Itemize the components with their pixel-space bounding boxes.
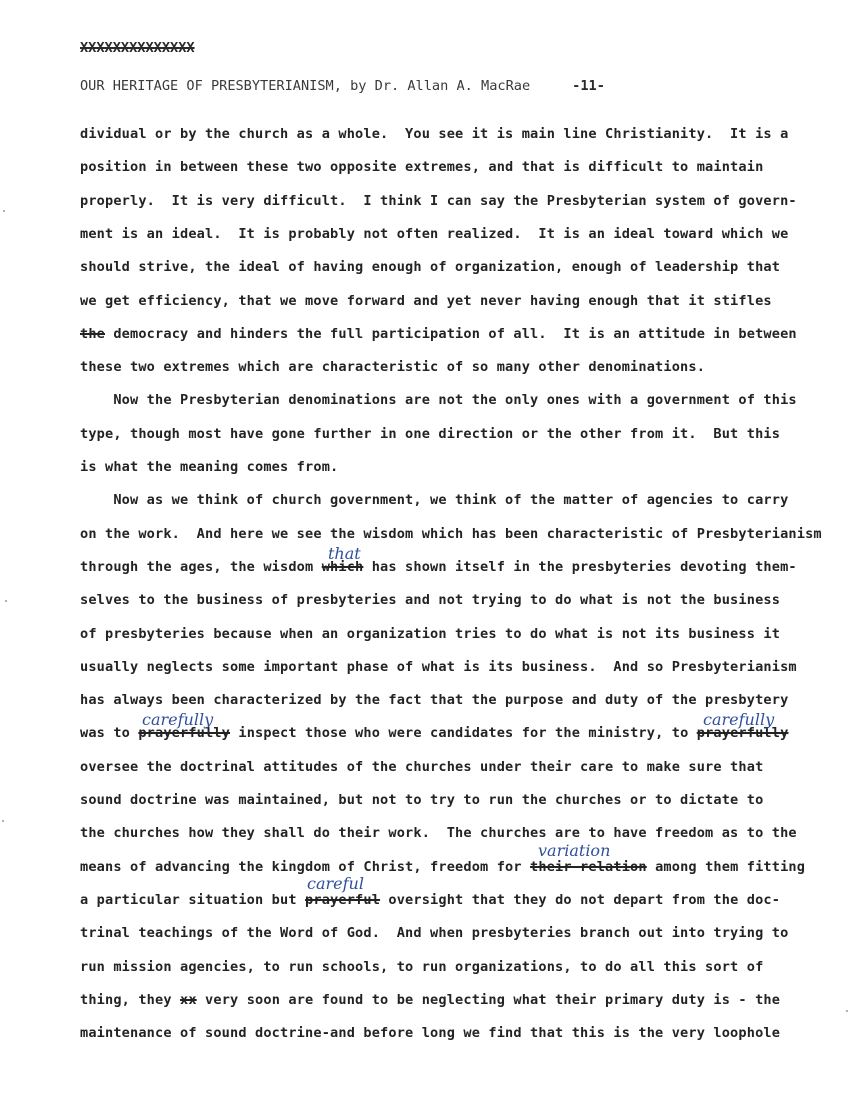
text-line: means of advancing the kingdom of Christ, freedom for their relation among them fitting [80,858,806,875]
text-line: through the ages, the wisdom which has shown itself in the presbyteries devoting them- [80,558,797,575]
text-line: thing, they xx very soon are found to be neglecting what their primary duty is - the [80,991,781,1008]
text-line: has always been characterized by the fact that the purpose and duty of the presbytery [80,692,789,709]
struck-word: prayerfully [696,725,789,742]
paper-speck [846,1010,848,1012]
text-line: sound doctrine was maintained, but not to try to run the churches or to dictate to [80,792,764,808]
text-line: these two extremes which are characteristic of so many other denominations. [80,359,706,376]
struck-word: the [80,325,106,342]
text-line: is what the meaning comes from. [80,459,339,475]
text-line: properly. It is very difficult. I think I can say the Presbyterian system of govern- [80,192,797,209]
text-line: oversee the doctrinal attitudes of the churches under their care to make sure that [80,758,764,775]
text-line: ment is an ideal. It is probably not often realized. It is an ideal toward which we [80,225,789,242]
text-line: position in between these two opposite extremes, and that is difficult to maintain [80,159,764,176]
text-line: Now the Presbyterian denominations are not the only ones with a government of this [80,392,797,409]
text-line: dividual or by the church as a whole. You see it is main line Christianity. It is a [80,126,789,142]
text-line: usually neglects some important phase of what is its business. And so Presbyterianism [80,658,797,675]
struck-word: prayerfully [138,725,231,742]
text-line: Now as we think of church government, we think of the matter of agencies to carry [80,492,789,509]
text-line: of presbyteries because when an organization tries to do what is not its business it [80,625,781,642]
text-line: the churches how they shall do their work. The churches are to have freedom as to the [80,825,797,842]
text-line: we get efficiency, that we move forward and yet never having enough that it stifles [80,292,772,309]
handwritten-carefully-2: carefully [703,710,775,729]
text-line: a particular situation but prayerful oversight that they do not depart from the doc- [80,891,781,908]
text-line: was to prayerfully inspect those who were candidates for the ministry, to prayerfully [80,725,789,742]
paper-speck [5,600,7,602]
paper-speck [2,820,4,822]
handwritten-variation: variation [538,841,611,860]
struck-word: their relation [530,858,647,875]
text-line: should strive, the ideal of having enough of organization, enough of leadership that [80,259,781,276]
text-line: on the work. And here we see the wisdom which has been characteristic of Presbyterianism [80,525,822,542]
text-line: the democracy and hinders the full participation of all. It is an attitude in between [80,325,797,342]
handwritten-careful: careful [307,874,364,893]
text-line: maintenance of sound doctrine-and before long we find that this is the very loophole [80,1025,781,1042]
text-line: trinal teachings of the Word of God. And when presbyteries branch out into trying to [80,925,789,942]
struck-word: prayerful [305,891,381,908]
struck-word: xx [180,991,197,1008]
page-header [80,78,605,94]
page-number: -11- [572,78,605,94]
struck-word: which [321,558,364,575]
text-line: type, though most have gone further in one direction or the other from it. But this [80,425,781,442]
handwritten-carefully-1: carefully [142,710,214,729]
struck-header-text: XXXXXXXXXXXXXX [80,40,195,56]
handwritten-that: that [328,544,361,563]
header-title: OUR HERITAGE OF PRESBYTERIANISM, by Dr. Allan A. MacRae [80,78,531,94]
paper-speck [3,210,5,212]
text-line: run mission agencies, to run schools, to run organizations, to do all this sort of [80,958,764,975]
text-line: selves to the business of presbyteries and not trying to do what is not the business [80,592,781,609]
